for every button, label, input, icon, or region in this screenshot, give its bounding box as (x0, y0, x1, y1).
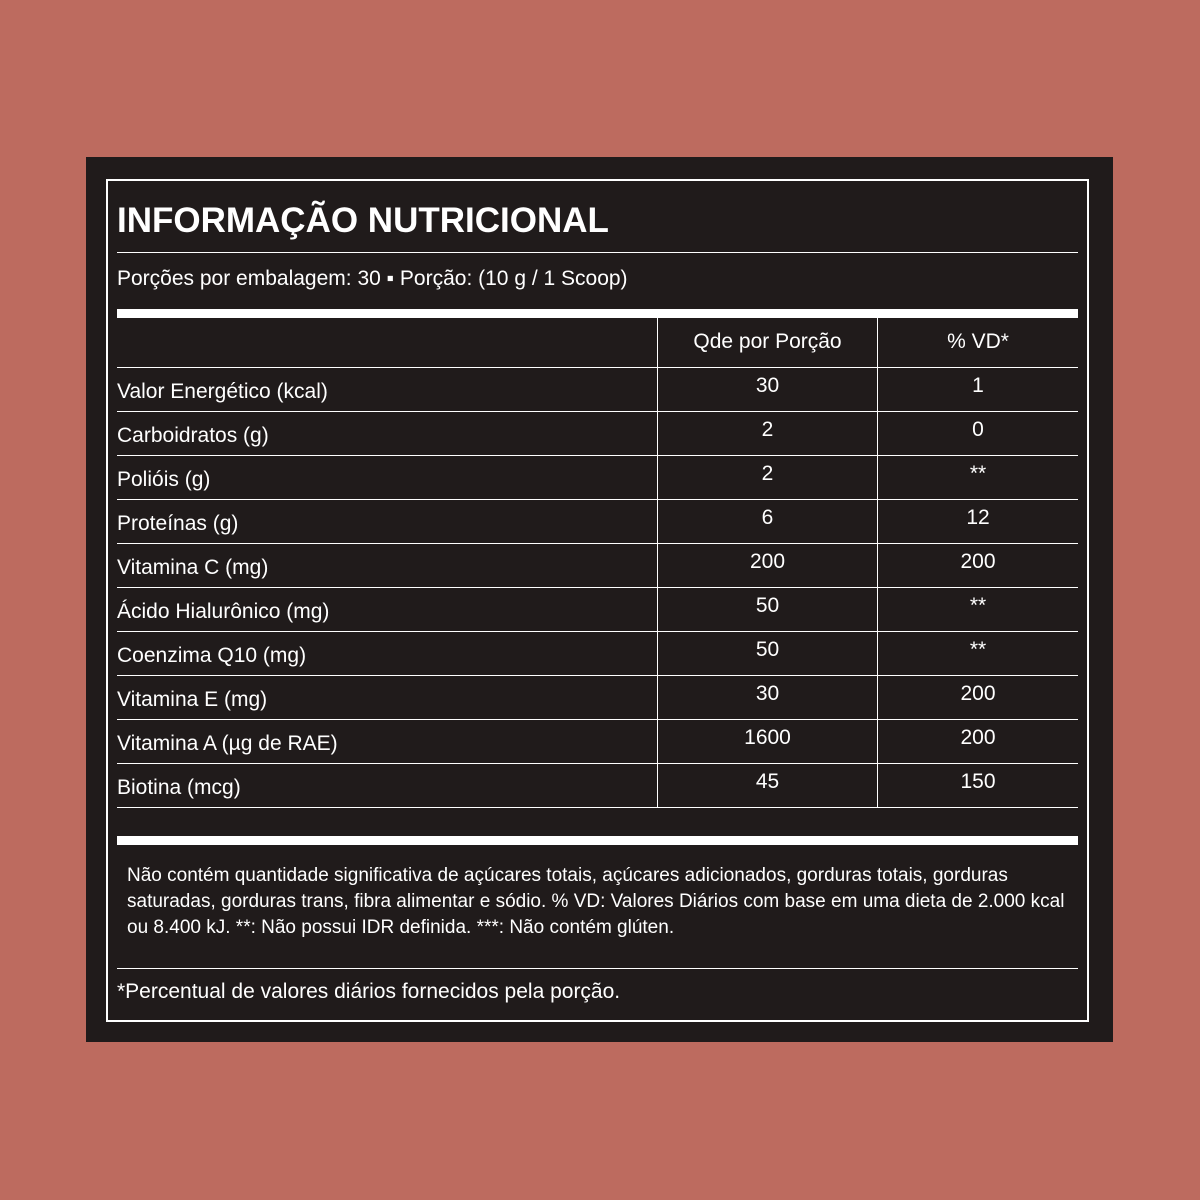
nutrient-name: Ácido Hialurônico (mg) (117, 600, 330, 623)
percent-note: *Percentual de valores diários fornecidos pela porção. (117, 980, 621, 1003)
column-header-qty: Qde por Porção (693, 330, 842, 353)
nutrient-name: Biotina (mcg) (117, 776, 241, 799)
nutrient-qty: 1600 (744, 726, 791, 749)
nutrient-qty: 45 (755, 770, 780, 793)
nutrient-vd: ** (969, 638, 987, 661)
nutrient-qty: 30 (755, 374, 780, 397)
table-row (117, 676, 1078, 720)
serving-divider (117, 309, 1078, 318)
nutrient-name: Vitamina A (µg de RAE) (117, 732, 338, 755)
table-row (117, 368, 1078, 412)
table-row (117, 412, 1078, 456)
nutrient-qty: 6 (761, 506, 774, 529)
nutrient-vd: 200 (960, 682, 996, 705)
nutrient-name: Coenzima Q10 (mg) (117, 644, 307, 667)
table-row (117, 588, 1078, 632)
table-header-row (117, 318, 1078, 368)
table-row (117, 720, 1078, 764)
nutrition-panel (86, 157, 1113, 1042)
nutrition-table (117, 318, 1078, 808)
footnote-divider (117, 968, 1078, 969)
nutrient-name: Proteínas (g) (117, 512, 239, 535)
nutrient-qty: 50 (755, 638, 780, 661)
column-header-vd: % VD* (947, 330, 1009, 353)
table-row (117, 456, 1078, 500)
nutrient-vd: ** (969, 462, 987, 485)
nutrient-qty: 2 (761, 462, 774, 485)
nutrient-name: Polióis (g) (117, 468, 211, 491)
table-bottom-divider (117, 836, 1078, 845)
nutrient-name: Vitamina E (mg) (117, 688, 268, 711)
nutrient-name: Carboidratos (g) (117, 424, 269, 447)
nutrient-vd: 200 (960, 726, 996, 749)
nutrient-qty: 200 (749, 550, 786, 573)
table-row (117, 544, 1078, 588)
title-divider (117, 252, 1078, 253)
nutrient-name: Vitamina C (mg) (117, 556, 269, 579)
nutrient-name: Valor Energético (kcal) (117, 380, 328, 403)
nutrient-vd: ** (969, 594, 987, 617)
nutrient-vd: 150 (960, 770, 996, 793)
footnote: Não contém quantidade significativa de açúcares totais, açúcares adicionados, gorduras totais, gorduras saturadas, gorduras trans, fibra alimentar e sódio. % VD: Valores Diários com base em uma dieta de 2.000 kcal ou 8.400 kJ. **: Não possui IDR definida. ***: Não contém glúten. (127, 865, 1065, 938)
table-row (117, 632, 1078, 676)
nutrient-qty: 30 (755, 682, 780, 705)
nutrient-vd: 0 (972, 418, 984, 441)
nutrient-qty: 2 (761, 418, 774, 441)
nutrient-vd: 1 (972, 374, 984, 397)
serving-info: Porções por embalagem: 30 ▪ Porção: (10 g / 1 Scoop) (117, 267, 628, 290)
table-row (117, 764, 1078, 808)
table-row (117, 500, 1078, 544)
nutrient-qty: 50 (755, 594, 780, 617)
label-title: INFORMAÇÃO NUTRICIONAL (117, 201, 609, 240)
nutrient-vd: 12 (966, 506, 990, 529)
nutrient-vd: 200 (960, 550, 996, 573)
